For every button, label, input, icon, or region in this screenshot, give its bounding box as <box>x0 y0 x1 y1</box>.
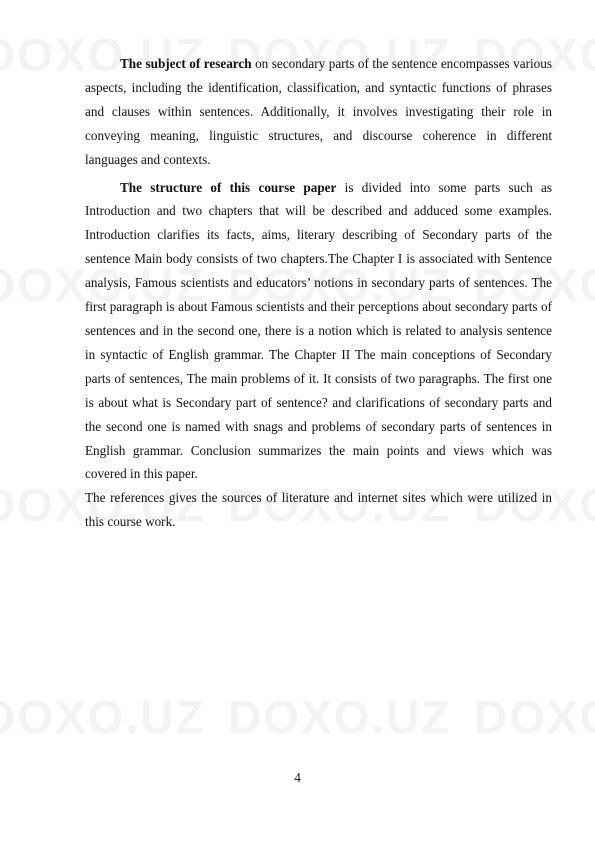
page-content <box>85 52 552 534</box>
structure-lead: The structure of this course paper <box>120 179 337 195</box>
watermark <box>0 690 206 744</box>
references-paragraph: The references gives the sources of literature and internet sites which were utilized in this course work. <box>85 490 552 530</box>
watermark <box>474 690 595 744</box>
page-number: 4 <box>294 770 301 785</box>
subject-lead: The subject of research <box>120 56 252 71</box>
subject-paragraph <box>85 52 552 172</box>
subject-body: on secondary parts of the sentence encompasses various aspects, including the identification, classification, and syntactic functions of phrases and clauses within sentences. Additionally, it involves investigating their role in conveying meaning, linguistic structures, and discourse coherence in different languages and contexts. <box>85 56 552 167</box>
structure-paragraph <box>85 176 552 487</box>
structure-body: is divided into some parts such as Introduction and two chapters that will be described and adduced some examples. Introduction clarifies its facts, aims, literary describing of Secondary parts of the sentence Main body consists of two chapters.The Chapter I is associated with Sentence analysis, Famous scientists and educators’ notions in secondary parts of sentences. The first paragraph is about Famous scientists and their perceptions about secondary parts of sentences and in the second one, there is a notion which is related to analysis sentence in syntactic of English grammar. The Chapter II The main conceptions of Secondary parts of sentences, The main problems of it. It consists of two paragraphs. The first one is about what is Secondary part of sentence? and clarifications of secondary parts and the second one is named with snags and problems of secondary parts of sentences in English grammar. Conclusion summarizes the main points and views which was covered in this paper. <box>85 179 553 482</box>
watermark <box>228 690 452 744</box>
